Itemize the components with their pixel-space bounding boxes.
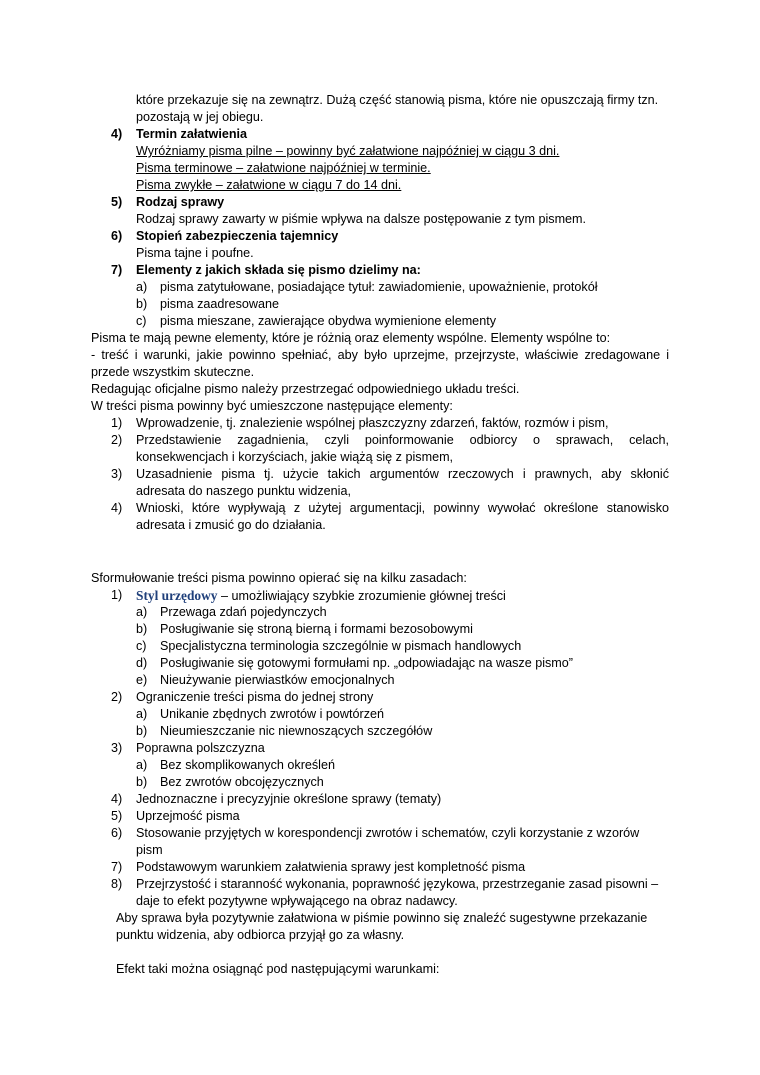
item-7-number: 7) (111, 263, 123, 277)
item-7-sub-a-label: a) (136, 280, 148, 294)
element-2-line-1: Przedstawienie zagadnienia, czyli poinformowanie odbiorcy o sprawach, celach, (136, 433, 669, 447)
principle-7-text: Podstawowym warunkiem załatwienia sprawy jest kompletność pisma (136, 860, 526, 874)
principle-1-sub-b-label: b) (136, 622, 148, 636)
principle-3-sub-b-text: Bez zwrotów obcojęzycznych (160, 775, 324, 789)
principle-2-sub-a-label: a) (136, 707, 148, 721)
principle-5-text: Uprzejmość pisma (136, 809, 240, 823)
item-7-title: Elementy z jakich składa się pismo dzielimy na: (136, 263, 421, 277)
item-6-text: Pisma tajne i poufne. (136, 246, 254, 260)
principle-2-number: 2) (111, 690, 123, 704)
principle-1-sub-c-text: Specjalistyczna terminologia szczególnie w pismach handlowych (160, 639, 522, 653)
para-1-line-5: W treści pisma powinny być umieszczone następujące elementy: (91, 399, 453, 413)
principle-1-sub-e-text: Nieużywanie pierwiastków emocjonalnych (160, 673, 395, 687)
item-5-number: 5) (111, 195, 123, 209)
principle-3-number: 3) (111, 741, 123, 755)
principle-1-sub-e-label: e) (136, 673, 148, 687)
item-6-number: 6) (111, 229, 123, 243)
principle-2-sub-a-text: Unikanie zbędnych zwrotów i powtórzeń (160, 707, 385, 721)
item-7-sub-c-label: c) (136, 314, 147, 328)
element-4-line-2: adresata i zmusić go do działania. (136, 518, 326, 532)
principle-1-sub-d-label: d) (136, 656, 148, 670)
intro-line-2: pozostają w jej obiegu. (136, 110, 264, 124)
closing-line-2: punktu widzenia, aby odbiorca przyjął go za własny. (116, 928, 405, 942)
principle-8-line-1: Przejrzystość i staranność wykonania, poprawność językowa, przestrzeganie zasad pisowni – (136, 877, 659, 891)
section-2-intro: Sformułowanie treści pisma powinno opierać się na kilku zasadach: (91, 571, 467, 585)
principle-5-number: 5) (111, 809, 123, 823)
principle-1-rest: – umożliwiający szybkie zrozumienie głównej treści (217, 589, 506, 603)
principle-3-sub-b-label: b) (136, 775, 148, 789)
item-7-sub-a-text: pisma zatytułowane, posiadające tytuł: zawiadomienie, upoważnienie, protokół (160, 280, 598, 294)
principle-2-sub-b-text: Nieumieszczanie nic niewnoszących szczegółów (160, 724, 433, 738)
intro-line-1: które przekazuje się na zewnątrz. Dużą część stanowią pisma, które nie opuszczają firmy tzn. (136, 93, 659, 107)
element-4-line-1: Wnioski, które wypływają z użytej argumentacji, powinny wywołać określone stanowisko (136, 501, 669, 515)
principle-8-line-2: daje to efekt pozytywne wpływającego na obraz nadawcy. (136, 894, 458, 908)
item-6-title: Stopień zabezpieczenia tajemnicy (136, 229, 339, 243)
item-4-title: Termin załatwienia (136, 127, 248, 141)
element-4-number: 4) (111, 501, 123, 515)
element-1-number: 1) (111, 416, 123, 430)
principle-2-text: Ograniczenie treści pisma do jednej strony (136, 690, 374, 704)
principle-1-sub-b-text: Posługiwanie się stroną bierną i formami bezosobowymi (160, 622, 473, 636)
principle-3-sub-a-label: a) (136, 758, 148, 772)
item-7-sub-c-text: pisma mieszane, zawierające obydwa wymienione elementy (160, 314, 496, 328)
principle-6-number: 6) (111, 826, 123, 840)
para-1-line-1: Pisma te mają pewne elementy, które je różnią oraz elementy wspólne. Elementy wspólne to: (91, 331, 611, 345)
item-5-text: Rodzaj sprawy zawarty w piśmie wpływa na dalsze postępowanie z tym pismem. (136, 212, 587, 226)
closing-line-1: Aby sprawa była pozytywnie załatwiona w piśmie powinno się znaleźć sugestywne przekazanie (116, 911, 648, 925)
item-5-title: Rodzaj sprawy (136, 195, 225, 209)
principle-7-number: 7) (111, 860, 123, 874)
closing-line-3: Efekt taki można osiągnąć pod następującymi warunkami: (116, 962, 440, 976)
principle-4-number: 4) (111, 792, 123, 806)
item-7-sub-b-text: pisma zaadresowane (160, 297, 280, 311)
principle-1-sub-a-text: Przewaga zdań pojedynczych (160, 605, 327, 619)
principle-2-sub-b-label: b) (136, 724, 148, 738)
principle-1-sub-c-label: c) (136, 639, 147, 653)
principle-1-sub-d-text: Posługiwanie się gotowymi formułami np. „odpowiadając na wasze pismo” (160, 656, 573, 670)
principle-1-number: 1) (111, 588, 123, 602)
principle-1-title: Styl urzędowy (136, 588, 218, 603)
element-2-number: 2) (111, 433, 123, 447)
element-3-line-2: adresata do naszego punktu widzenia, (136, 484, 351, 498)
principle-4-text: Jednoznaczne i precyzyjnie określone sprawy (tematy) (136, 792, 442, 806)
item-4-number: 4) (111, 127, 123, 141)
para-1-line-3: przede wszystkim skuteczne. (91, 365, 255, 379)
item-4-line-3: Pisma zwykłe – załatwione w ciągu 7 do 14 dni. (136, 178, 402, 192)
element-1-line-1: Wprowadzenie, tj. znalezienie wspólnej płaszczyzny zdarzeń, faktów, rozmów i pism, (136, 416, 609, 430)
principle-6-line-2: pism (136, 843, 163, 857)
para-1-line-4: Redagując oficjalne pismo należy przestrzegać odpowiedniego układu treści. (91, 382, 520, 396)
principle-3-text: Poprawna polszczyzna (136, 741, 265, 755)
item-7-sub-b-label: b) (136, 297, 148, 311)
item-4-line-1: Wyróżniamy pisma pilne – powinny być załatwione najpóźniej w ciągu 3 dni. (136, 144, 560, 158)
para-1-line-2: - treść i warunki, jakie powinno spełniać, aby było uprzejme, przejrzyste, właściwie zredagowane i (91, 348, 669, 362)
principle-1-heading (136, 587, 506, 604)
item-4-line-2: Pisma terminowe – załatwione najpóźniej w terminie. (136, 161, 431, 175)
element-3-number: 3) (111, 467, 123, 481)
principle-1-sub-a-label: a) (136, 605, 148, 619)
principle-3-sub-a-text: Bez skomplikowanych określeń (160, 758, 335, 772)
element-2-line-2: konsekwencjach i korzyściach, jakie wiążą się z pismem, (136, 450, 454, 464)
principle-6-line-1: Stosowanie przyjętych w korespondencji zwrotów i schematów, czyli korzystanie z wzorów (136, 826, 640, 840)
element-3-line-1: Uzasadnienie pisma tj. użycie takich argumentów rzeczowych i prawnych, aby skłonić (136, 467, 669, 481)
principle-8-number: 8) (111, 877, 123, 891)
